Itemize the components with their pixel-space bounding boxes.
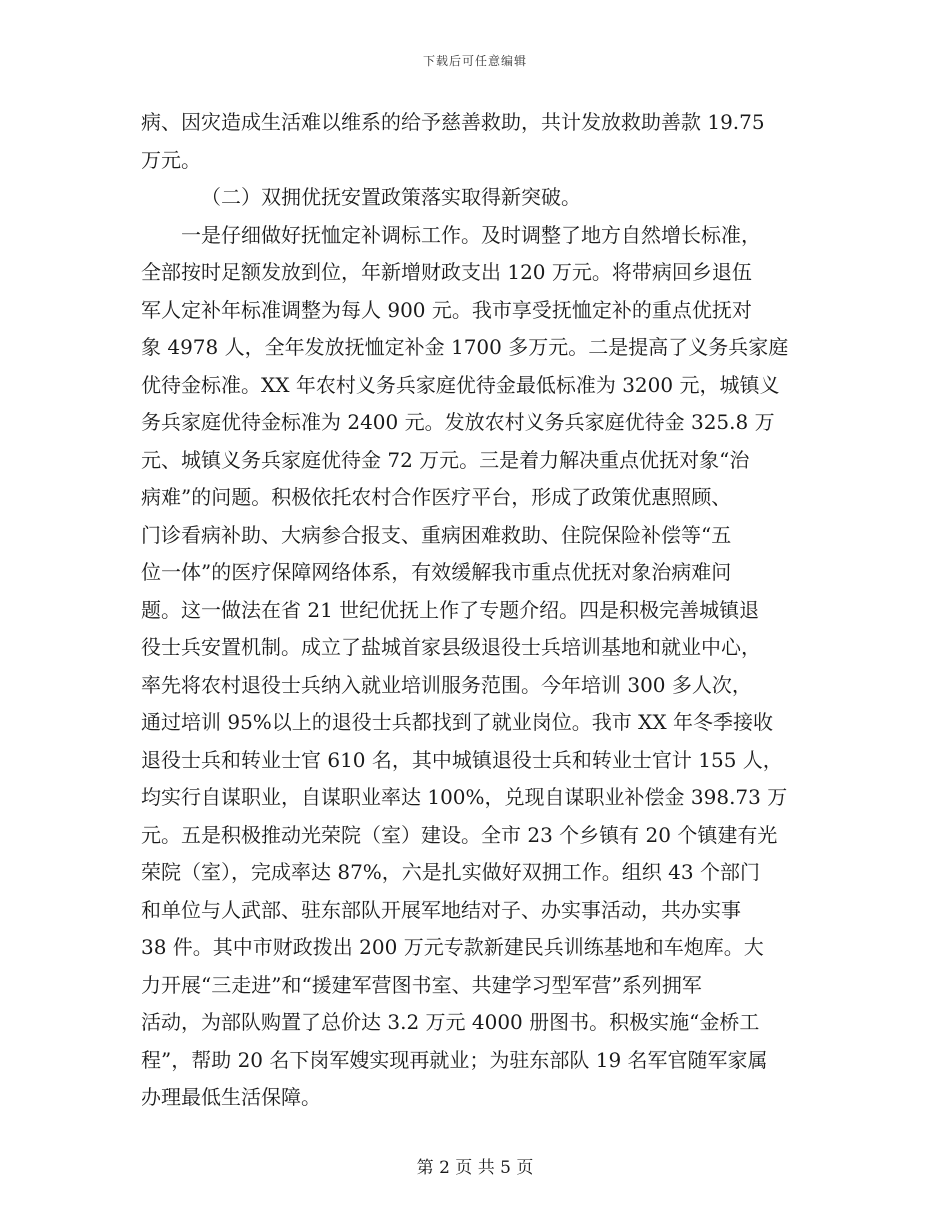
text-line: 务兵家庭优待金标准为 2400 元。发放农村义务兵家庭优待金 325.8 万 <box>141 410 775 434</box>
header-note: 下载后可任意编辑 <box>422 54 527 68</box>
section-heading: （二）双拥优抚安置政策落实取得新突破。 <box>201 185 581 209</box>
text-line: 门诊看病补助、大病参合报支、重病困难救助、住院保险补偿等“五 <box>141 522 732 547</box>
text-line: 一是仔细做好抚恤定补调标工作。及时调整了地方自然增长标准， <box>181 222 761 247</box>
text-line: 军人定补年标准调整为每人 900 元。我市享受抚恤定补的重点优抚对 <box>141 297 752 322</box>
text-line: 位一体”的医疗保障网络体系，有效缓解我市重点优抚对象治病难问 <box>141 560 732 584</box>
text-line: 通过培训 95%以上的退役士兵都找到了就业岗位。我市 XX 年冬季接收 <box>141 710 774 734</box>
text-line: 元。五是积极推动光荣院（室）建设。全市 23 个乡镇有 20 个镇建有光 <box>141 822 778 847</box>
document-body <box>141 104 809 1117</box>
text-line: 均实行自谋职业，自谋职业率达 100%，兑现自谋职业补偿金 398.73 万 <box>141 785 788 809</box>
text-line: 优待金标准。XX 年农村义务兵家庭优待金最低标准为 3200 元，城镇义 <box>141 372 780 397</box>
text-line: 题。这一做法在省 21 世纪优抚上作了专题介绍。四是积极完善城镇退 <box>141 597 760 622</box>
page-footer: 第 2 页 共 5 页 <box>416 1158 534 1178</box>
text-line: 程”，帮助 20 名下岗军嫂实现再就业；为驻东部队 19 名军官随军家属 <box>141 1047 768 1072</box>
text-line: 病、因灾造成生活难以维系的给予慈善救助，共计发放救助善款 19.75 <box>141 110 765 134</box>
text-line: 活动，为部队购置了总价达 3.2 万元 4000 册图书。积极实施“金桥工 <box>141 1010 760 1034</box>
text-line: 元、城镇义务兵家庭优待金 72 万元。三是着力解决重点优抚对象“治 <box>141 447 750 472</box>
text-line: 和单位与人武部、驻东部队开展军地结对子、办实事活动，共办实事 <box>141 897 741 922</box>
text-line: 万元。 <box>141 147 201 172</box>
text-line: 退役士兵和转业士官 610 名，其中城镇退役士兵和转业士官计 155 人， <box>141 747 783 772</box>
text-line: 病难”的问题。积极依托农村合作医疗平台，形成了政策优惠照顾、 <box>141 485 732 509</box>
text-line: 荣院（室），完成率达 87%，六是扎实做好双拥工作。组织 43 个部门 <box>141 860 760 884</box>
text-line: 力开展“三走进”和“援建军营图书室、共建学习型军营”系列拥军 <box>141 972 702 997</box>
text-line: 役士兵安置机制。成立了盐城首家县级退役士兵培训基地和就业中心， <box>141 635 761 659</box>
text-line: 率先将农村退役士兵纳入就业培训服务范围。今年培训 300 多人次， <box>141 672 752 697</box>
text-line: 38 件。其中市财政拨出 200 万元专款新建民兵训练基地和车炮库。大 <box>141 935 764 959</box>
text-line: 象 4978 人，全年发放抚恤定补金 1700 多万元。二是提高了义务兵家庭 <box>141 335 789 359</box>
text-line: 办理最低生活保障。 <box>141 1085 321 1109</box>
text-line: 全部按时足额发放到位，年新增财政支出 120 万元。将带病回乡退伍 <box>141 260 752 284</box>
